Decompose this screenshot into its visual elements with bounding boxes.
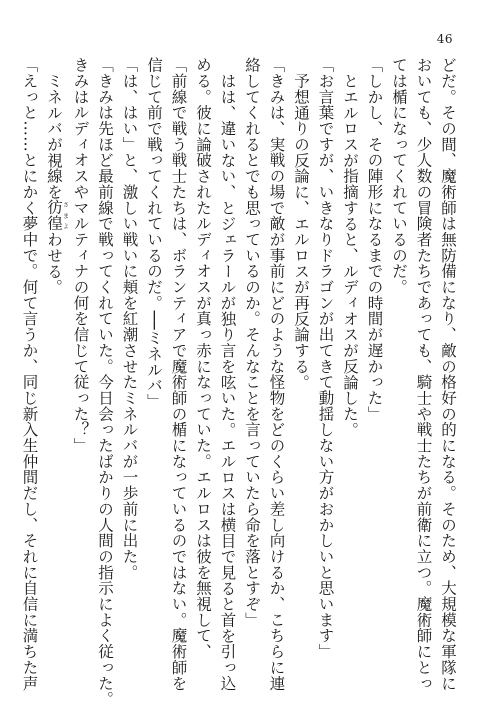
text-line: きみはルディオスやマルティナの何を信じて従った？」: [71, 57, 90, 454]
text-line: 「お言葉ですが、いきなりドラゴンが出てきて動揺しない方がおかしいと思います」: [316, 57, 335, 660]
text-line: おいても、少人数の冒険者たちであっても、騎士や戦士たちが前衛に立つ。魔術師にとっ: [414, 57, 433, 691]
text-line: 「しかし、その陣形になるまでの時間が遅かった」: [365, 57, 384, 422]
text-line: 予想通りの反論に、エルロスが再反論する。: [292, 72, 310, 390]
vertical-text-body: [20, 57, 460, 707]
text-line: ては楯になってくれているのだ。: [390, 57, 408, 295]
text-line: 「前線で戦う戦士たちは、ボランティアで魔術師の楯になっているのではない。魔術師を: [169, 57, 188, 691]
text-line: 「きみは、実戦の場で敵が事前にどのような怪物をどのくらい差し向けるか、こちらに連: [267, 57, 286, 691]
text-line: める。彼に論破されたルディオスが真っ赤になっていた。エルロスは彼を無視して、: [194, 57, 212, 660]
text-line: 「は、はい」と、激しい戦いに頬を紅潮させたミネルバが一歩前に出た。: [120, 57, 139, 581]
ruby-annotation: 彷徨さまよ: [45, 199, 69, 232]
ruby-reading: さまよ: [61, 199, 69, 231]
text-line: 絡してくれるとでも思っているのか。そんなことを言っていたら命を落とすぞ」: [243, 57, 261, 628]
page-number: 46: [436, 32, 453, 46]
text-line: どだ。その間、魔術師は無防備になり、敵の格好の的になる。そのため、大規模な軍隊に: [439, 57, 457, 691]
text-line: はは、違いない、とジェラールが独り言を呟いた。エルロスは横目で見ると首を引っ込: [218, 72, 237, 691]
text-line: 信じて前で戦ってくれているのだ。──ミネルバ」: [145, 57, 163, 410]
text-line: 「えっと……とにかく夢中で。何て言うか、同じ新入生仲間だし、それに自信に満ちた声: [20, 57, 39, 691]
text-line: 「きみは先ほど最前線で戦ってくれていた。今日会ったばかりの人間の指示によく従った。: [96, 57, 114, 707]
text-line: とエルロスが指摘すると、ルディオスが反論した。: [341, 72, 359, 438]
text-line: ミネルバが視線を彷徨さまよわせる。: [45, 72, 69, 295]
